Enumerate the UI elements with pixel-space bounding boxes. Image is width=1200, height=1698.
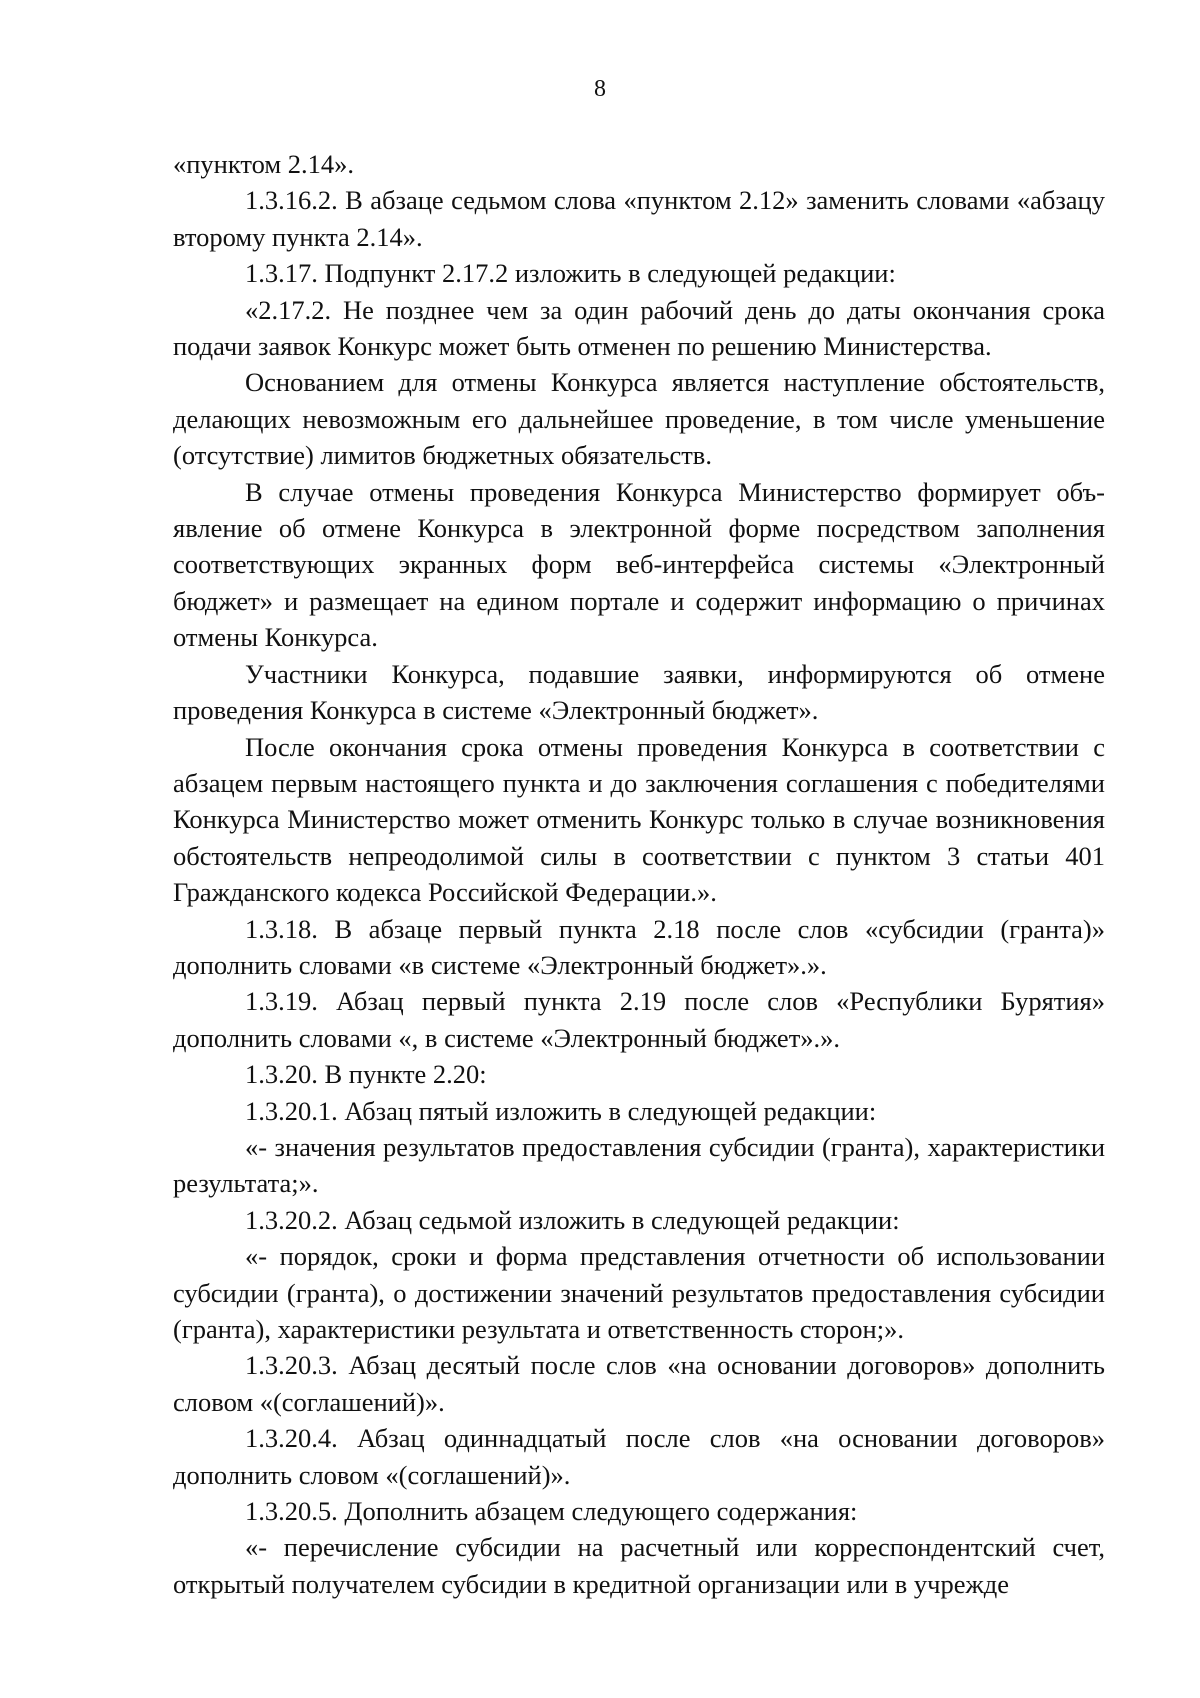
- document-body: [173, 146, 1105, 1602]
- paragraph: После окончания срока отмены проведения Конкурса в соответствии с абзацем первым настоящего пункта и до заключения соглашения с победителями Конкурса Министерство может отменить Конкурс только в случае возникновения обстоятельств непреодолимой силы в соответствии с пунктом 3 статьи 401 Гражданского кодекса Российской Федерации.».: [173, 731, 1105, 908]
- paragraph: «2.17.2. Не позднее чем за один рабочий день до даты окончания срока подачи заявок Конкурс может быть отменен по решению Министерства.: [173, 294, 1105, 362]
- page-number: 8: [594, 76, 606, 102]
- paragraph: В случае отмены проведения Конкурса Министерство формирует объявление об отмене Конкурса в электронной форме посредством заполнения соответствующих экранных форм веб-интерфейса системы «Электронный бюджет» и размещает на едином портале и содержит информацию о причинах отмены Конкурса.: [173, 476, 1105, 653]
- paragraph: 1.3.18. В абзаце первый пункта 2.18 после слов «субсидии (гранта)» дополнить словами «в системе «Электронный бюджет».».: [173, 913, 1105, 980]
- paragraph: 1.3.19. Абзац первый пункта 2.19 после слов «Республики Бурятия» дополнить словами «, в системе «Электронный бюджет».».: [173, 986, 1105, 1053]
- paragraph: 1.3.20.5. Дополнить абзацем следующего содержания:: [245, 1496, 858, 1527]
- paragraph: «- перечисление субсидии на расчетный или корреспондентский счет, открытый получателем субсидии в кредитной организации или в учрежде: [173, 1532, 1105, 1599]
- paragraph: 1.3.16.2. В абзаце седьмом слова «пунктом 2.12» заменить словами «абзацу второму пункта 2.14».: [173, 185, 1105, 252]
- paragraph: 1.3.20.2. Абзац седьмой изложить в следующей редакции:: [245, 1204, 900, 1235]
- paragraph: 1.3.17. Подпункт 2.17.2 изложить в следующей редакции:: [245, 258, 896, 289]
- paragraph: Основанием для отмены Конкурса является наступление обстоятельств, делающих невозможным его дальнейшее проведение, в том числе уменьшение (отсутствие) лимитов бюджетных обязательств.: [173, 367, 1105, 471]
- paragraph: «пунктом 2.14».: [173, 149, 355, 179]
- paragraph: 1.3.20.1. Абзац пятый изложить в следующей редакции:: [245, 1095, 877, 1126]
- paragraph: «- порядок, сроки и форма представления отчетности об использовании субсидии (гранта), о достижении значений результатов предоставления субсидии (гранта), характеристики результата и ответственность сторон;».: [173, 1241, 1105, 1344]
- paragraph: 1.3.20. В пункте 2.20:: [245, 1059, 487, 1090]
- paragraph: 1.3.20.3. Абзац десятый после слов «на основании договоров» дополнить словом «(соглашений)».: [173, 1350, 1105, 1417]
- paragraph: Участники Конкурса, подавшие заявки, информируются об отмене проведения Конкурса в системе «Электронный бюджет».: [173, 658, 1105, 726]
- paragraph: «- значения результатов предоставления субсидии (гранта), характеристики результата;».: [173, 1131, 1105, 1199]
- paragraph: 1.3.20.4. Абзац одиннадцатый после слов «на основании договоров» дополнить словом «(соглашений)».: [173, 1423, 1105, 1490]
